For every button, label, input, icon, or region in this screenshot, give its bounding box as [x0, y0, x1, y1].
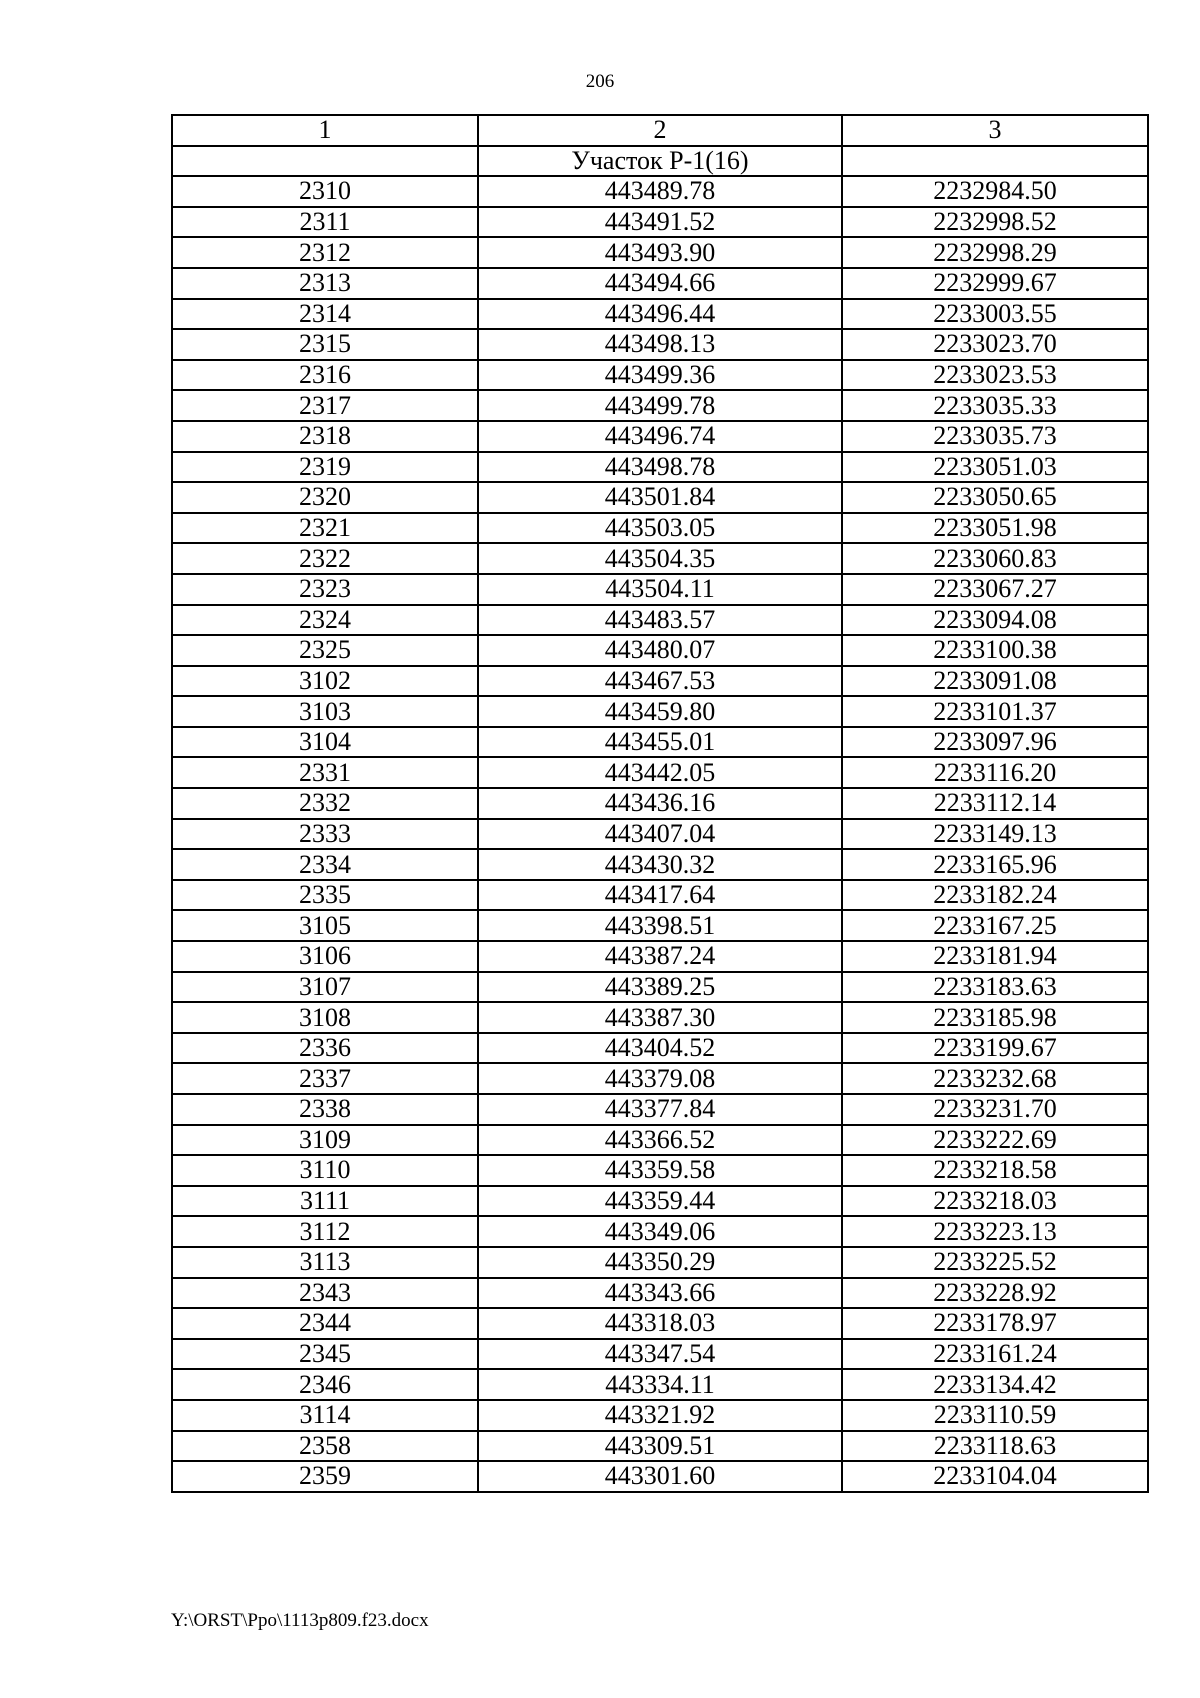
x-coordinate-cell: 443407.04 [478, 819, 842, 850]
y-coordinate-cell: 2233023.53 [842, 360, 1148, 391]
table-row [172, 299, 1148, 330]
table-row [172, 819, 1148, 850]
point-number-cell: 2325 [172, 635, 478, 666]
point-number-cell: 2332 [172, 788, 478, 819]
table-row [172, 329, 1148, 360]
point-number-cell: 2318 [172, 421, 478, 452]
y-coordinate-cell: 2233112.14 [842, 788, 1148, 819]
y-coordinate-cell: 2233003.55 [842, 299, 1148, 330]
point-number-cell: 2333 [172, 819, 478, 850]
x-coordinate-cell: 443398.51 [478, 910, 842, 941]
table-row [172, 1369, 1148, 1400]
table-row [172, 421, 1148, 452]
x-coordinate-cell: 443436.16 [478, 788, 842, 819]
point-number-cell: 2359 [172, 1461, 478, 1492]
x-coordinate-cell: 443301.60 [478, 1461, 842, 1492]
table-row [172, 1094, 1148, 1125]
point-number-cell: 2319 [172, 452, 478, 483]
table-row [172, 207, 1148, 238]
table-row [172, 788, 1148, 819]
y-coordinate-cell: 2233222.69 [842, 1125, 1148, 1156]
x-coordinate-cell: 443493.90 [478, 237, 842, 268]
point-number-cell: 3104 [172, 727, 478, 758]
x-coordinate-cell: 443430.32 [478, 849, 842, 880]
page-number: 206 [585, 71, 615, 92]
y-coordinate-cell: 2232984.50 [842, 176, 1148, 207]
x-coordinate-cell: 443489.78 [478, 176, 842, 207]
table-row [172, 1278, 1148, 1309]
point-number-cell: 2346 [172, 1369, 478, 1400]
y-coordinate-cell: 2233051.03 [842, 452, 1148, 483]
point-number-cell: 2321 [172, 513, 478, 544]
column-header-2: 2 [478, 115, 842, 146]
section-title: Участок Р-1(16) [478, 146, 842, 177]
point-number-cell: 2345 [172, 1339, 478, 1370]
x-coordinate-cell: 443349.06 [478, 1216, 842, 1247]
x-coordinate-cell: 443347.54 [478, 1339, 842, 1370]
x-coordinate-cell: 443504.35 [478, 543, 842, 574]
point-number-cell: 2317 [172, 390, 478, 421]
point-number-cell: 2316 [172, 360, 478, 391]
x-coordinate-cell: 443343.66 [478, 1278, 842, 1309]
table-row [172, 666, 1148, 697]
y-coordinate-cell: 2233035.33 [842, 390, 1148, 421]
y-coordinate-cell: 2233060.83 [842, 543, 1148, 574]
table-row [172, 482, 1148, 513]
point-number-cell: 3111 [172, 1186, 478, 1217]
table-row [172, 1186, 1148, 1217]
x-coordinate-cell: 443503.05 [478, 513, 842, 544]
point-number-cell: 2336 [172, 1033, 478, 1064]
x-coordinate-cell: 443359.44 [478, 1186, 842, 1217]
y-coordinate-cell: 2233167.25 [842, 910, 1148, 941]
y-coordinate-cell: 2233023.70 [842, 329, 1148, 360]
y-coordinate-cell: 2233110.59 [842, 1400, 1148, 1431]
table-row [172, 635, 1148, 666]
x-coordinate-cell: 443417.64 [478, 880, 842, 911]
table-row [172, 1125, 1148, 1156]
x-coordinate-cell: 443359.58 [478, 1155, 842, 1186]
x-coordinate-cell: 443491.52 [478, 207, 842, 238]
point-number-cell: 3106 [172, 941, 478, 972]
y-coordinate-cell: 2233118.63 [842, 1431, 1148, 1462]
point-number-cell: 2337 [172, 1063, 478, 1094]
x-coordinate-cell: 443496.44 [478, 299, 842, 330]
y-coordinate-cell: 2233091.08 [842, 666, 1148, 697]
x-coordinate-cell: 443483.57 [478, 605, 842, 636]
table-row [172, 1308, 1148, 1339]
point-number-cell: 2311 [172, 207, 478, 238]
y-coordinate-cell: 2232999.67 [842, 268, 1148, 299]
point-number-cell: 2338 [172, 1094, 478, 1125]
x-coordinate-cell: 443387.30 [478, 1002, 842, 1033]
table-row [172, 1155, 1148, 1186]
x-coordinate-cell: 443459.80 [478, 696, 842, 727]
y-coordinate-cell: 2233050.65 [842, 482, 1148, 513]
table-row [172, 696, 1148, 727]
table-row [172, 880, 1148, 911]
point-number-cell: 2335 [172, 880, 478, 911]
column-header-1: 1 [172, 115, 478, 146]
y-coordinate-cell: 2233097.96 [842, 727, 1148, 758]
section-title-row [172, 146, 1148, 177]
point-number-cell: 2313 [172, 268, 478, 299]
column-header-3: 3 [842, 115, 1148, 146]
table-header-row [172, 115, 1148, 146]
x-coordinate-cell: 443504.11 [478, 574, 842, 605]
point-number-cell: 2344 [172, 1308, 478, 1339]
y-coordinate-cell: 2233178.97 [842, 1308, 1148, 1339]
y-coordinate-cell: 2232998.29 [842, 237, 1148, 268]
y-coordinate-cell: 2233199.67 [842, 1033, 1148, 1064]
point-number-cell: 2331 [172, 757, 478, 788]
y-coordinate-cell: 2232998.52 [842, 207, 1148, 238]
x-coordinate-cell: 443480.07 [478, 635, 842, 666]
table-row [172, 452, 1148, 483]
x-coordinate-cell: 443494.66 [478, 268, 842, 299]
table-row [172, 1033, 1148, 1064]
x-coordinate-cell: 443467.53 [478, 666, 842, 697]
table-row [172, 1400, 1148, 1431]
point-number-cell: 2310 [172, 176, 478, 207]
table-row [172, 1216, 1148, 1247]
x-coordinate-cell: 443350.29 [478, 1247, 842, 1278]
point-number-cell: 3102 [172, 666, 478, 697]
x-coordinate-cell: 443389.25 [478, 972, 842, 1003]
y-coordinate-cell: 2233149.13 [842, 819, 1148, 850]
y-coordinate-cell: 2233183.63 [842, 972, 1148, 1003]
y-coordinate-cell: 2233218.58 [842, 1155, 1148, 1186]
y-coordinate-cell: 2233165.96 [842, 849, 1148, 880]
y-coordinate-cell: 2233104.04 [842, 1461, 1148, 1492]
y-coordinate-cell: 2233218.03 [842, 1186, 1148, 1217]
table-row [172, 1247, 1148, 1278]
x-coordinate-cell: 443455.01 [478, 727, 842, 758]
table-row [172, 237, 1148, 268]
table-row [172, 849, 1148, 880]
x-coordinate-cell: 443499.36 [478, 360, 842, 391]
point-number-cell: 3114 [172, 1400, 478, 1431]
y-coordinate-cell: 2233182.24 [842, 880, 1148, 911]
point-number-cell: 2320 [172, 482, 478, 513]
table-row [172, 513, 1148, 544]
x-coordinate-cell: 443442.05 [478, 757, 842, 788]
y-coordinate-cell: 2233228.92 [842, 1278, 1148, 1309]
y-coordinate-cell: 2233181.94 [842, 941, 1148, 972]
table-row [172, 268, 1148, 299]
x-coordinate-cell: 443377.84 [478, 1094, 842, 1125]
table-row [172, 1002, 1148, 1033]
table-row [172, 1461, 1148, 1492]
point-number-cell: 3109 [172, 1125, 478, 1156]
point-number-cell: 2343 [172, 1278, 478, 1309]
point-number-cell: 3112 [172, 1216, 478, 1247]
point-number-cell: 2312 [172, 237, 478, 268]
point-number-cell: 2322 [172, 543, 478, 574]
table-row [172, 757, 1148, 788]
table-row [172, 360, 1148, 391]
table-row [172, 1339, 1148, 1370]
footer-file-path: Y:\ORST\Ppo\1113p809.f23.docx [171, 1610, 429, 1631]
table-row [172, 543, 1148, 574]
y-coordinate-cell: 2233067.27 [842, 574, 1148, 605]
point-number-cell: 2358 [172, 1431, 478, 1462]
x-coordinate-cell: 443404.52 [478, 1033, 842, 1064]
x-coordinate-cell: 443387.24 [478, 941, 842, 972]
point-number-cell: 3105 [172, 910, 478, 941]
x-coordinate-cell: 443309.51 [478, 1431, 842, 1462]
y-coordinate-cell: 2233134.42 [842, 1369, 1148, 1400]
table-row [172, 941, 1148, 972]
x-coordinate-cell: 443496.74 [478, 421, 842, 452]
x-coordinate-cell: 443501.84 [478, 482, 842, 513]
y-coordinate-cell: 2233225.52 [842, 1247, 1148, 1278]
point-number-cell: 2334 [172, 849, 478, 880]
y-coordinate-cell: 2233051.98 [842, 513, 1148, 544]
x-coordinate-cell: 443498.13 [478, 329, 842, 360]
table-row [172, 972, 1148, 1003]
y-coordinate-cell: 2233101.37 [842, 696, 1148, 727]
point-number-cell: 3103 [172, 696, 478, 727]
point-number-cell: 2323 [172, 574, 478, 605]
x-coordinate-cell: 443318.03 [478, 1308, 842, 1339]
section-title-empty-cell [842, 146, 1148, 177]
y-coordinate-cell: 2233161.24 [842, 1339, 1148, 1370]
x-coordinate-cell: 443366.52 [478, 1125, 842, 1156]
table-row [172, 727, 1148, 758]
y-coordinate-cell: 2233231.70 [842, 1094, 1148, 1125]
x-coordinate-cell: 443334.11 [478, 1369, 842, 1400]
coordinates-table-body [172, 115, 1148, 1492]
x-coordinate-cell: 443379.08 [478, 1063, 842, 1094]
table-row [172, 574, 1148, 605]
x-coordinate-cell: 443498.78 [478, 452, 842, 483]
y-coordinate-cell: 2233232.68 [842, 1063, 1148, 1094]
y-coordinate-cell: 2233094.08 [842, 605, 1148, 636]
y-coordinate-cell: 2233223.13 [842, 1216, 1148, 1247]
point-number-cell: 2324 [172, 605, 478, 636]
section-title-empty-cell [172, 146, 478, 177]
x-coordinate-cell: 443321.92 [478, 1400, 842, 1431]
point-number-cell: 3113 [172, 1247, 478, 1278]
point-number-cell: 2315 [172, 329, 478, 360]
point-number-cell: 3110 [172, 1155, 478, 1186]
table-row [172, 1063, 1148, 1094]
y-coordinate-cell: 2233100.38 [842, 635, 1148, 666]
table-row [172, 910, 1148, 941]
coordinates-table [171, 114, 1149, 1493]
table-row [172, 1431, 1148, 1462]
x-coordinate-cell: 443499.78 [478, 390, 842, 421]
y-coordinate-cell: 2233185.98 [842, 1002, 1148, 1033]
point-number-cell: 2314 [172, 299, 478, 330]
y-coordinate-cell: 2233116.20 [842, 757, 1148, 788]
table-row [172, 390, 1148, 421]
point-number-cell: 3107 [172, 972, 478, 1003]
table-row [172, 176, 1148, 207]
point-number-cell: 3108 [172, 1002, 478, 1033]
y-coordinate-cell: 2233035.73 [842, 421, 1148, 452]
table-row [172, 605, 1148, 636]
